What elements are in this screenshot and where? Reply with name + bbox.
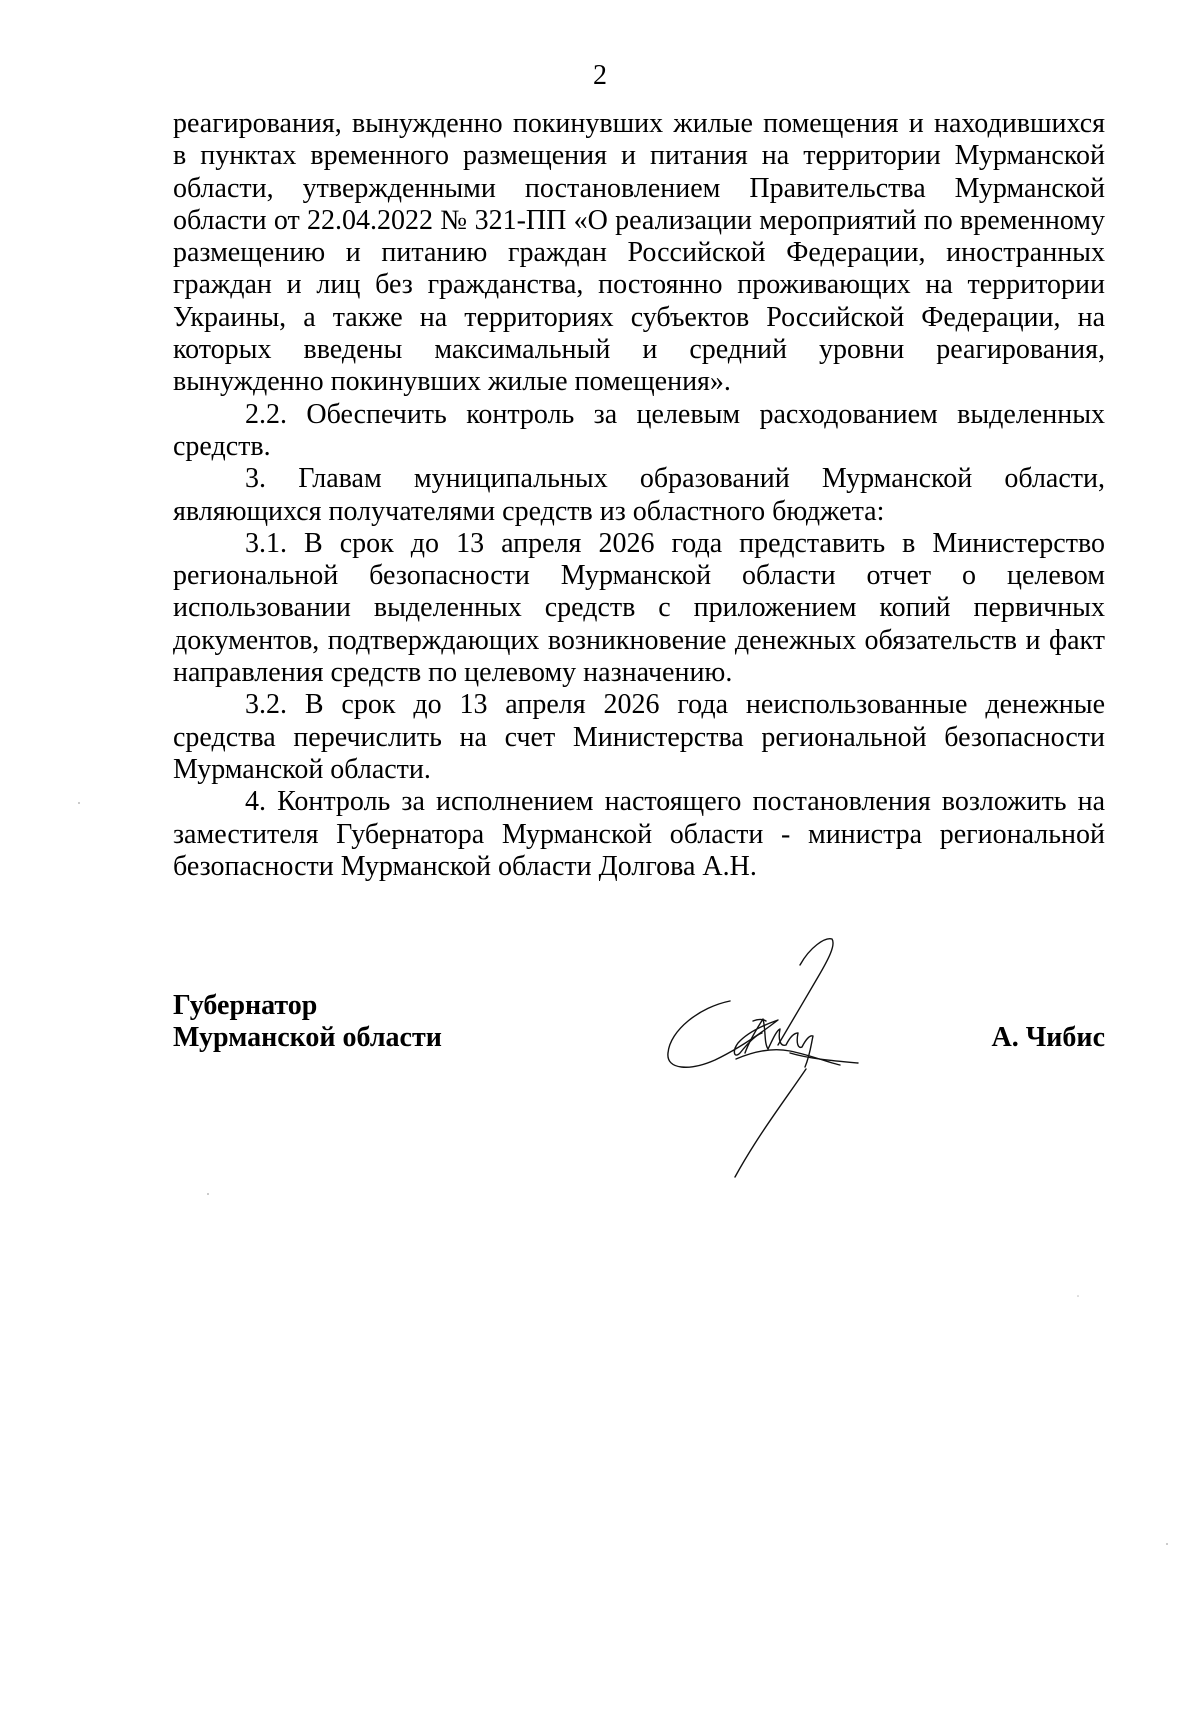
signatory-position-line1: Губернатор <box>173 990 318 1021</box>
paragraph-3-1: 3.1. В срок до 13 апреля 2026 года представить в Министерство региональной безопасности Мурманской области отчет о целевом использовании выделенных средств с приложением копий первичных документов, подтверждающих возникновение денежных обязательств и факт направления средств по целевому назначению. <box>173 527 1105 689</box>
paragraph-3: 3. Главам муниципальных образований Мурманской области, являющихся получателями средств из областного бюджета: <box>173 463 1105 527</box>
handwritten-signature <box>660 935 880 1180</box>
paragraph-4: 4. Контроль за исполнением настоящего постановления возложить на заместителя Губернатора Мурманской области - министра региональной безопасности Мурманской области Долгова А.Н. <box>173 786 1105 882</box>
paragraph-2-2: 2.2. Обеспечить контроль за целевым расходованием выделенных средств. <box>173 398 1105 462</box>
page-number: 2 <box>593 60 607 91</box>
document-body <box>173 108 1105 883</box>
signatory-position-line2: Мурманской области <box>173 1022 442 1053</box>
signatory-name: А. Чибис <box>991 1022 1105 1053</box>
signatory-position <box>173 990 442 1054</box>
paragraph-3-2: 3.2. В срок до 13 апреля 2026 года неиспользованные денежные средства перечислить на счет Министерства региональной безопасности Мурманской области. <box>173 689 1105 785</box>
paragraph-continuation: реагирования, вынужденно покинувших жилые помещения и находившихся в пунктах временного размещения и питания на территории Мурманской области, утвержденными постановлением Правительства Мурманской области от 22.04.2022 № 321-ПП «О реализации мероприятий по временному размещению и питанию граждан Российской Федерации, иностранных граждан и лиц без гражданства, постоянно проживающих на территории Украины, а также на территориях субъектов Российской Федерации, на которых введены максимальный и средний уровни реагирования, вынужденно покинувших жилые помещения». <box>173 108 1105 398</box>
